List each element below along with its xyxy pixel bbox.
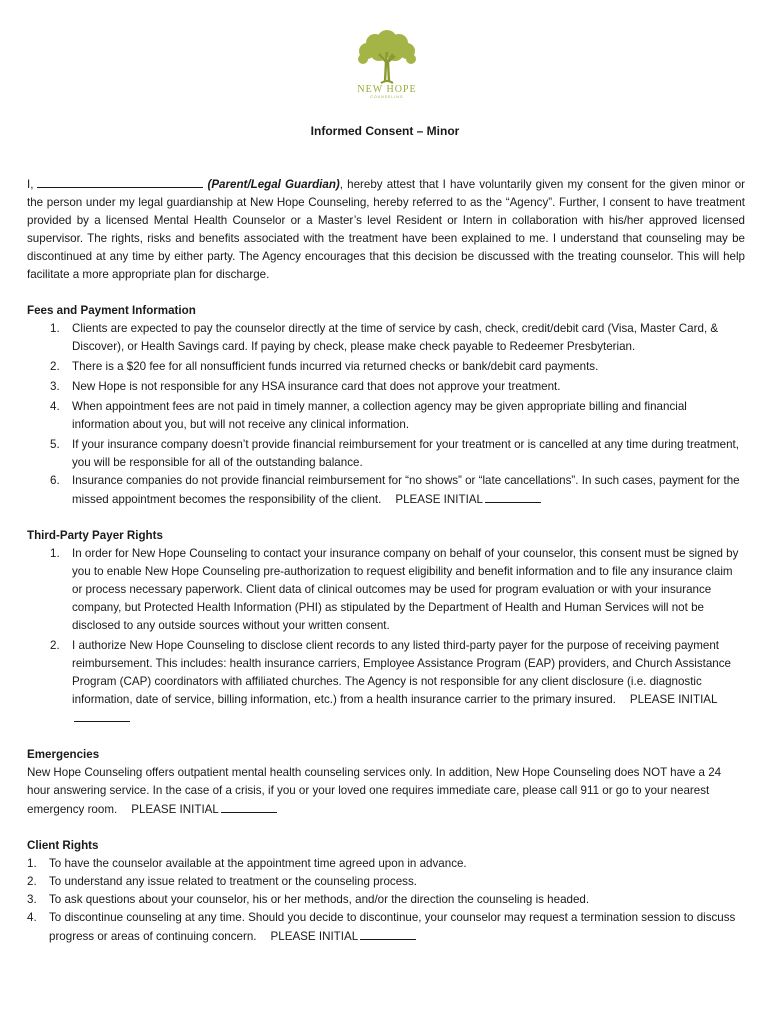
list-item: 2. There is a $20 fee for all nonsufficient funds incurred via returned checks or bank/debit card payments. xyxy=(50,360,599,373)
logo-name: NEW HOPE xyxy=(357,84,417,95)
list-item: 3. To ask questions about your counselor, his or her methods, and/or the direction the counseling is headed. xyxy=(27,893,590,906)
client-rights-list xyxy=(27,855,745,946)
list-item: 1. To have the counselor available at the appointment time agreed upon in advance. xyxy=(27,857,467,870)
list-item: 2. To understand any issue related to treatment or the counseling process. xyxy=(27,875,417,888)
intro-paragraph xyxy=(27,175,745,284)
third-party-list xyxy=(27,545,745,728)
third-party-section xyxy=(27,527,745,728)
third-party-initial-label: PLEASE INITIAL xyxy=(629,693,718,706)
client-rights-heading: Client Rights xyxy=(27,839,99,852)
list-item: 3. New Hope is not responsible for any HSA insurance card that does not approve your treatment. xyxy=(50,380,561,393)
emergencies-paragraph: New Hope Counseling offers outpatient mental health counseling services only. In addition, New Hope Counseling does NOT have a 24 hour answering service. In the case of a crisis, if you or your loved one requires immediate care, please call 911 or go to your nearest emergency room. PLEASE INITIAL xyxy=(27,766,722,816)
third-party-initial-blank[interactable] xyxy=(74,709,130,722)
third-party-heading: Third-Party Payer Rights xyxy=(27,529,163,542)
guardian-name-blank[interactable] xyxy=(37,175,203,188)
fees-initial-label: PLEASE INITIAL xyxy=(395,493,483,506)
emergencies-section xyxy=(27,746,745,819)
emergencies-heading: Emergencies xyxy=(27,748,100,761)
list-item: 4. To discontinue counseling at any time. Should you decide to discontinue, your counselor may request a termination session to discuss progress or areas of continuing concern. PLEASE INITIAL xyxy=(27,911,736,943)
list-item: 5. If your insurance company doesn’t provide financial reimbursement for your treatment or is cancelled at any time during treatment, you will be responsible for all of the outstanding balance. xyxy=(50,438,739,469)
fees-list xyxy=(27,320,745,509)
tree-icon xyxy=(355,26,419,84)
list-item: 1. Clients are expected to pay the counselor directly at the time of service by cash, check, credit/debit card (Visa, Master Card, & Discover), or Health Savings card. If paying by check, please make check payable to Redeemer Presbyterian. xyxy=(50,322,719,353)
intro-role: (Parent/Legal Guardian) xyxy=(207,178,340,191)
fees-heading: Fees and Payment Information xyxy=(27,304,196,317)
client-rights-initial-label: PLEASE INITIAL xyxy=(270,930,359,943)
intro-prefix: I, xyxy=(27,178,34,191)
list-item: 2. I authorize New Hope Counseling to disclose client records to any listed third-party payer for the purpose of receiving payment reimbursement. This includes: health insurance carriers, Employee Assistance Program (EAP) providers, and Church Assistance Program (CAP) coordinators with affiliated churches. The Agency is not responsible for any client disclosure (i.e. diagnostic information, date of service, billing information, etc.) from a health insurance carrier to the primary insured. PLEASE INITIAL xyxy=(27,637,745,728)
logo-subtitle: COUNSELING xyxy=(370,95,404,99)
emergencies-initial-label: PLEASE INITIAL xyxy=(131,803,219,816)
logo xyxy=(342,26,432,100)
fees-initial-blank[interactable] xyxy=(485,490,541,503)
document-body xyxy=(27,175,745,946)
client-rights-initial-blank[interactable] xyxy=(360,927,416,940)
list-item: 4. When appointment fees are not paid in timely manner, a collection agency may be given appropriate billing and financial information about you, but will not receive any clinical information. xyxy=(50,400,687,431)
emergencies-initial-blank[interactable] xyxy=(221,800,277,813)
list-item: 6. Insurance companies do not provide financial reimbursement for “no shows” or “late cancellations”. In such cases, payment for the missed appointment becomes the responsibility of the client. PLEASE INITIAL xyxy=(50,474,740,506)
list-item: 1. In order for New Hope Counseling to contact your insurance company on behalf of your counselor, this consent must be signed by you to enable New Hope Counseling pre-authorization to request eligibility and benefit information and to file any insurance claim or process necessary paperwork. Client data of clinical outcomes may be used for program evaluation or with your insurance company, but Protected Health Information (PHI) as stipulated by the Department of Health and Human Services will not be disclosed to any outside sources without your written consent. xyxy=(50,547,739,632)
client-rights-section xyxy=(27,837,745,946)
fees-section xyxy=(27,302,745,509)
intro-text: , hereby attest that I have voluntarily given my consent for the given minor or the person under my legal guardianship at New Hope Counseling, hereby referred to as the “Agency”. Further, I consent to have treatment provided by a licensed Mental Health Counselor or a Master’s level Resident or Intern in collaboration with his/her approved licensed supervisor. The rights, risks and benefits associated with the treatment have been explained to me. I understand that counseling may be discontinued at any time by either party. The Agency encourages that this decision be discussed with the treating counselor. This will help facilitate a more appropriate plan for discharge. xyxy=(27,178,745,281)
page-title: Informed Consent – Minor xyxy=(310,124,460,138)
